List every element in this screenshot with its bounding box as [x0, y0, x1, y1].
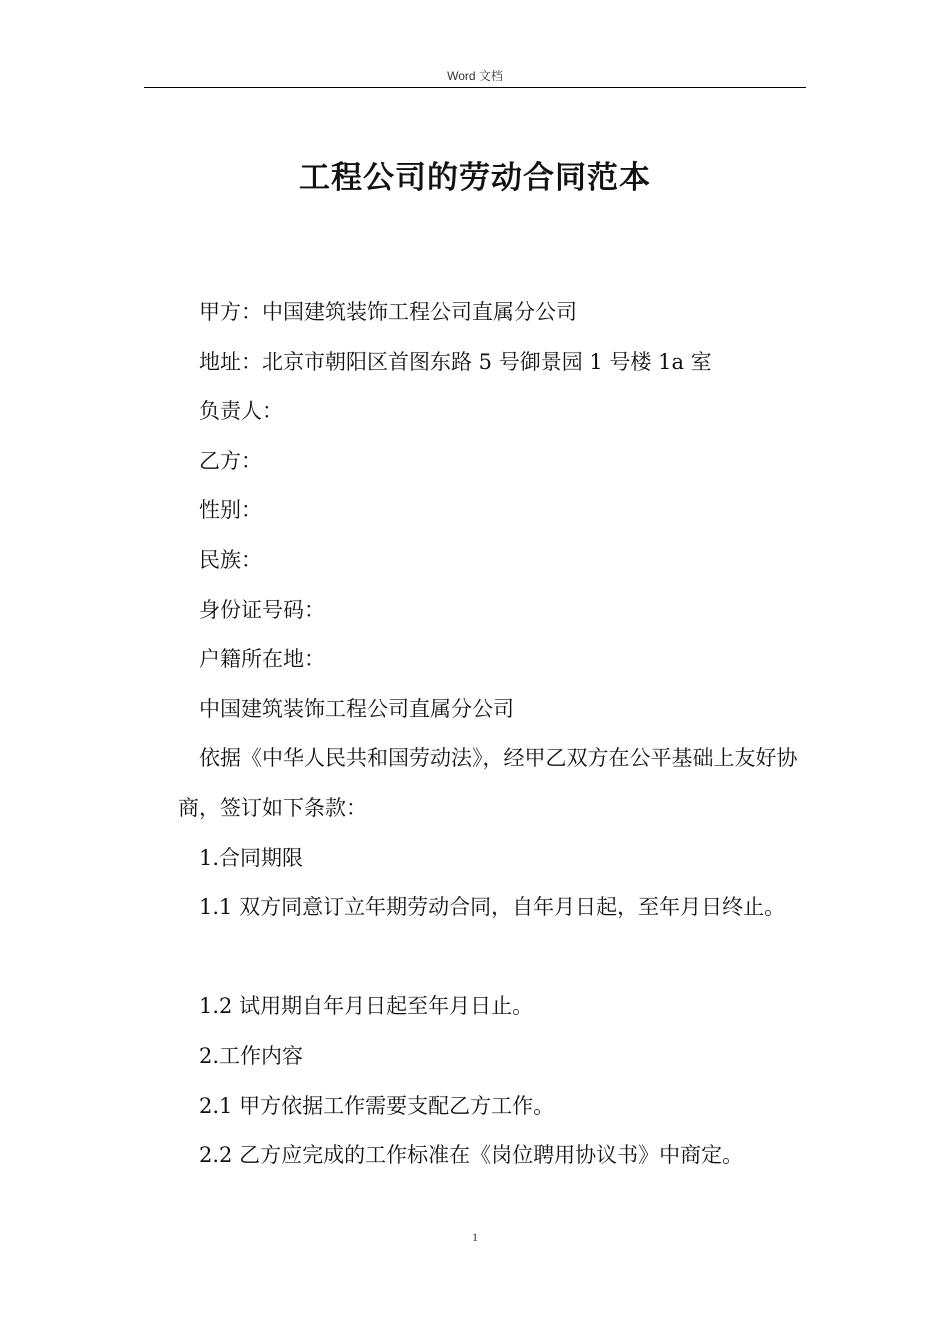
clause-1-2: 1.2 试用期自年月日起至年月日止。	[199, 994, 534, 1019]
household-registration-line: 户籍所在地：	[199, 647, 325, 672]
company-name-line: 中国建筑装饰工程公司直属分公司	[199, 696, 514, 721]
party-a-line: 甲方：中国建筑装饰工程公司直属分公司	[199, 300, 577, 324]
address-line: 地址：北京市朝阳区首图东路 5 号御景园 1 号楼 1a 室	[199, 349, 712, 374]
clause-2-1: 2.1 甲方依据工作需要支配乙方工作。	[199, 1093, 555, 1118]
document-body	[178, 288, 804, 1181]
clause-2-2: 2.2 乙方应完成的工作标准在《岗位聘用协议书》中商定。	[199, 1143, 744, 1168]
section-heading-term: 1.合同期限	[199, 845, 304, 870]
blank-line	[178, 933, 804, 983]
preamble-paragraph: 依据《中华人民共和国劳动法》，经甲乙双方在公平基础上友好协商，签订如下条款：	[178, 746, 798, 820]
section-heading-work: 2.工作内容	[199, 1043, 304, 1068]
party-b-line: 乙方：	[199, 448, 262, 473]
document-title: 工程公司的劳动合同范本	[299, 160, 651, 196]
id-number-line: 身份证号码：	[199, 597, 325, 622]
responsible-person-line: 负责人：	[199, 399, 283, 424]
gender-line: 性别：	[199, 498, 262, 523]
ethnicity-line: 民族：	[199, 547, 262, 572]
page-number: 1	[472, 1230, 478, 1244]
clause-1-1: 1.1 双方同意订立年期劳动合同，自年月日起，至年月日终止。	[199, 895, 786, 920]
header-divider	[144, 87, 806, 88]
page-header-label: Word 文档	[447, 69, 503, 83]
